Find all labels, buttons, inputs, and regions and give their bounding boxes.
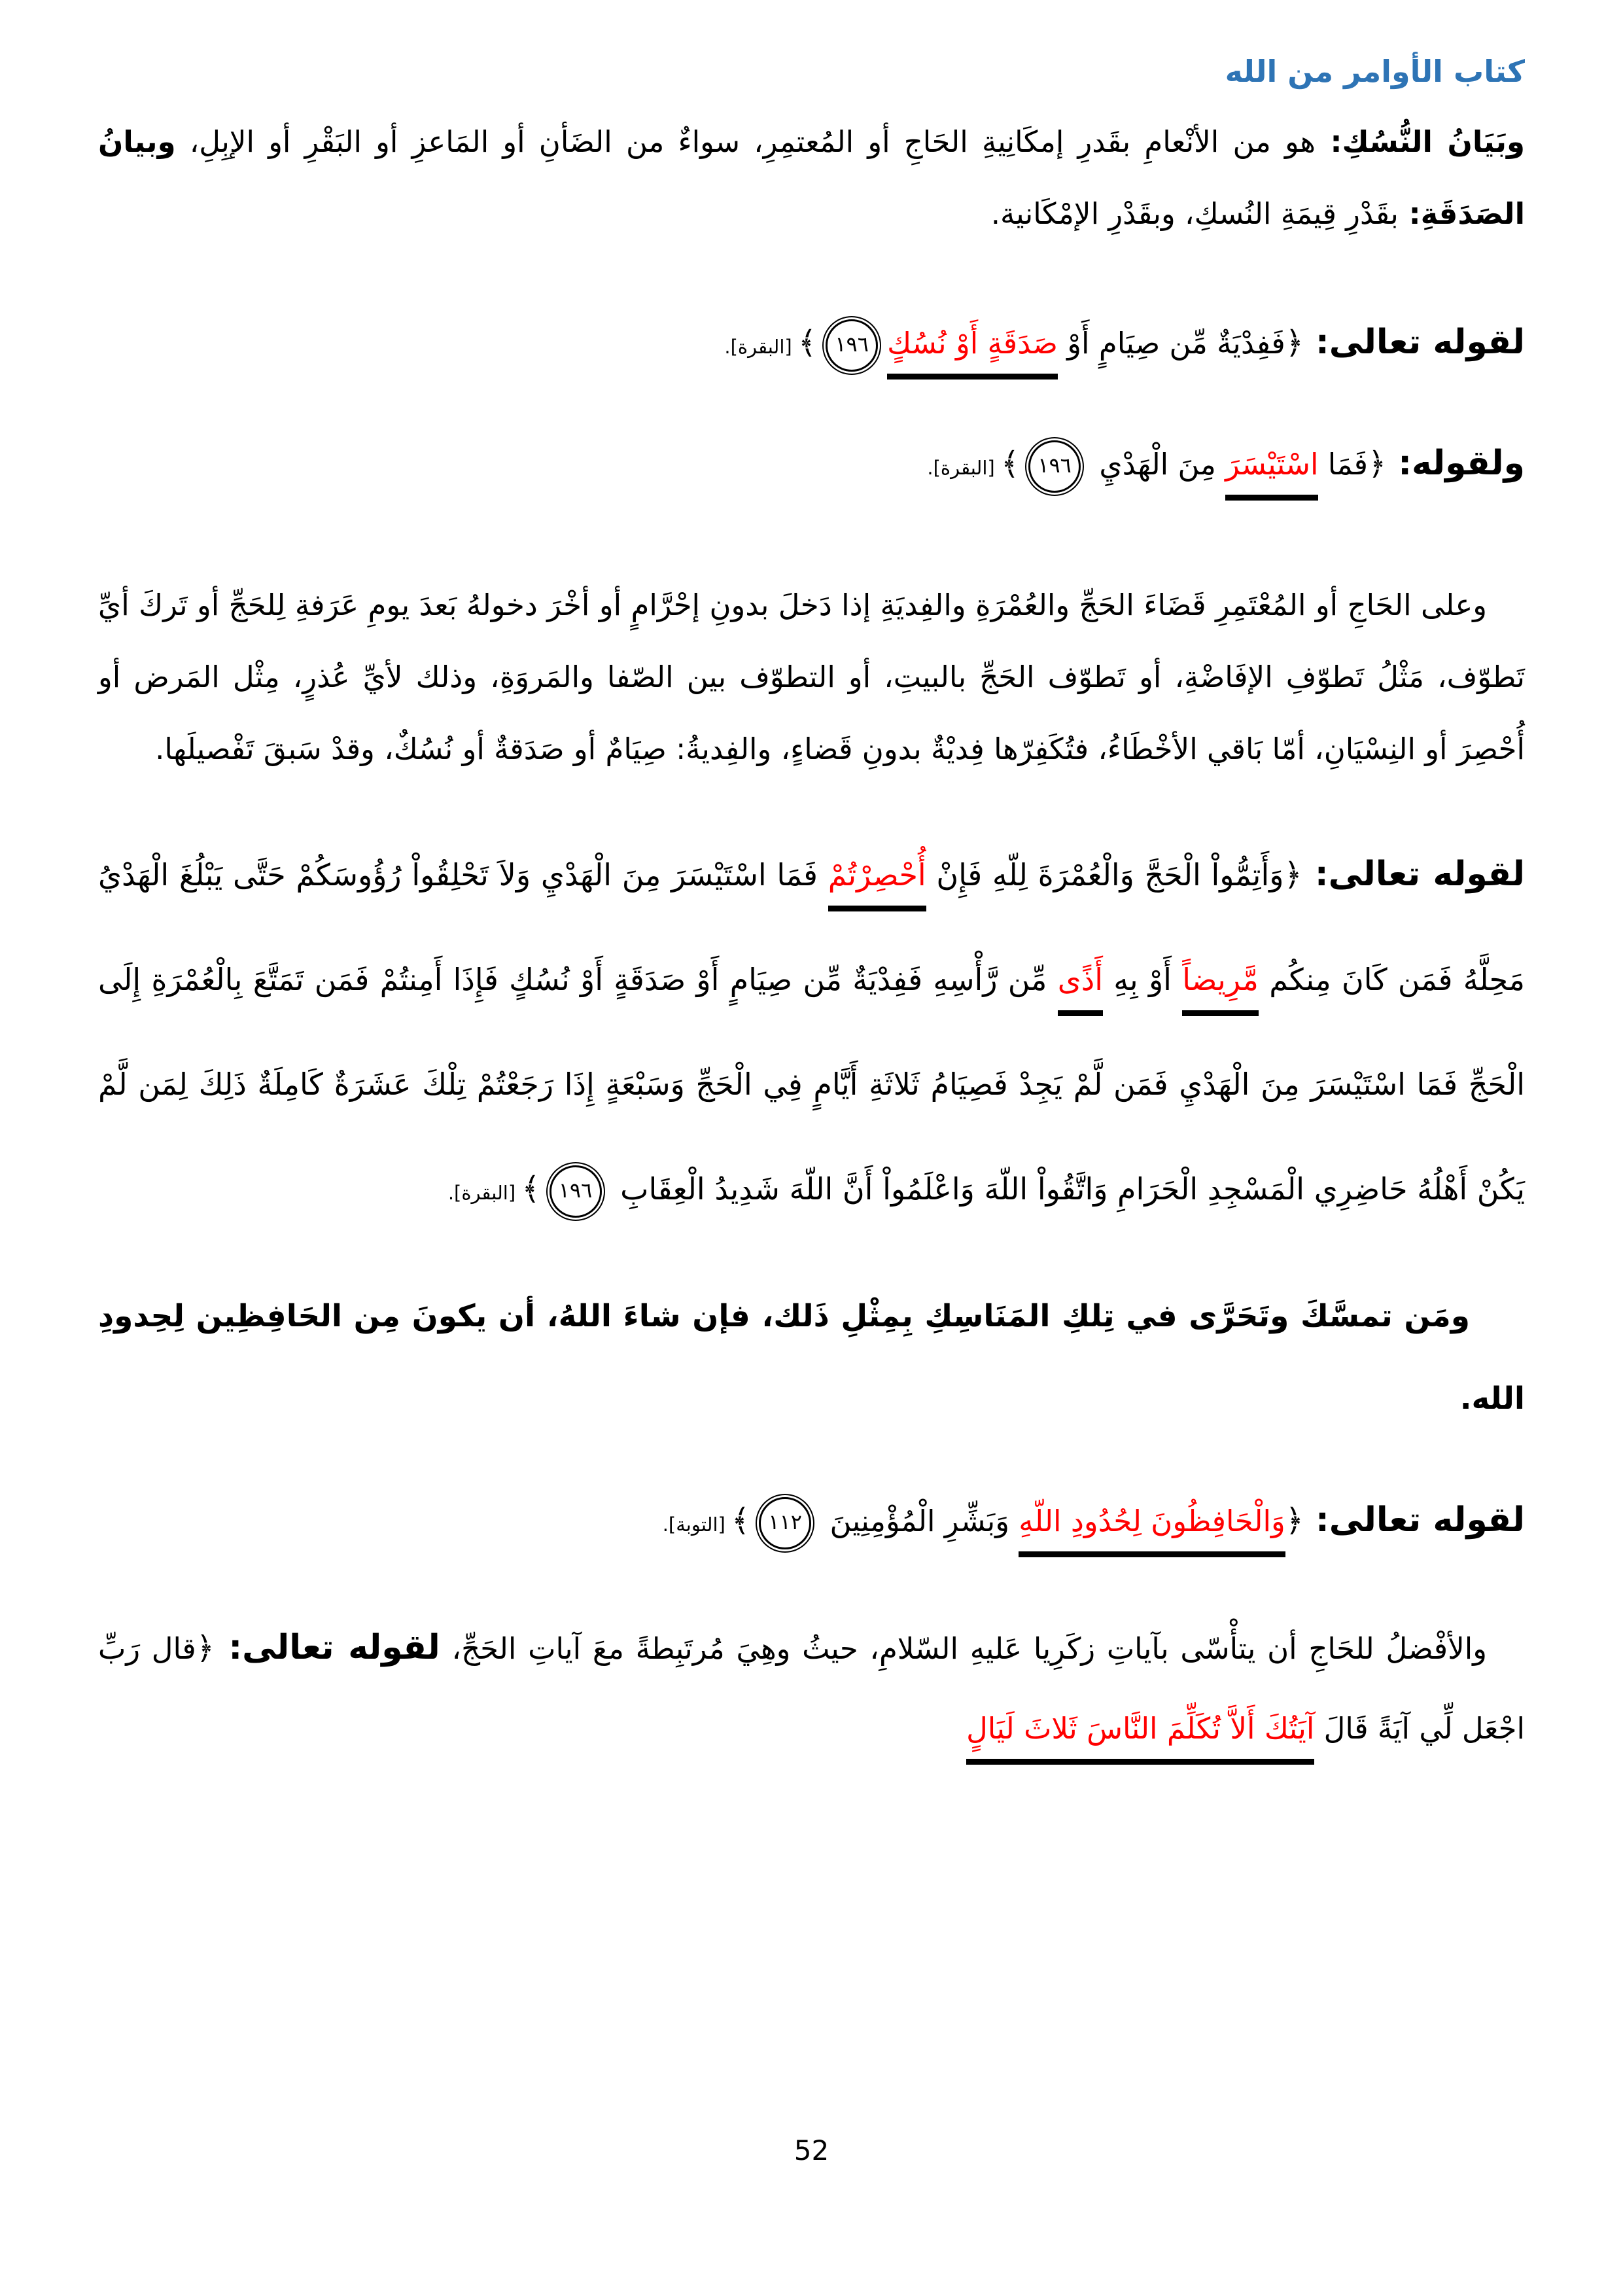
highlighted-phrase-adha: أَذًى: [1058, 962, 1103, 1016]
quran-verse-baqarah-196-hady: [98, 414, 1525, 517]
ayah-number-roundel: ١٩٦: [1028, 440, 1081, 493]
ayah-number-roundel: ١١٢: [759, 1497, 811, 1549]
book-title: كتاب الأوامر من الله: [1225, 54, 1525, 89]
verse-intro: لقوله تعالى:: [1302, 855, 1525, 894]
verse-intro: لقوله تعالى:: [214, 1628, 440, 1667]
paragraph-zakariya: [98, 1608, 1525, 1769]
ornate-close-bracket-icon: ﴾: [797, 325, 817, 361]
verse-text: مِّن رَّأْسِهِ فَفِدْيَةٌ مِّن صِيَامٍ أَوْ صَدَقَةٍ أَوْ نُسُكٍ فَإِذَا أَمِنتُمْ فَمَن تَمَتَّعَ بِالْعُمْرَةِ إِلَى الْحَجِّ فَمَا اسْتَيْسَرَ مِنَ الْهَدْيِ فَمَن لَّمْ يَجِدْ فَصِيَامُ ثَلاثَةِ أَيَّامٍ فِي الْحَجِّ وَسَبْعَةٍ إِذَا رَجَعْتُمْ تِلْكَ عَشَرَةٌ كَامِلَةٌ ذَلِكَ لِمَن لَّمْ يَكُنْ أَهْلُهُ حَاضِرِي الْمَسْجِدِ الْحَرَامِ وَاتَّقُواْ اللّهَ وَاعْلَمُواْ أَنَّ اللّهَ شَدِيدُ الْعِقَابِ: [98, 962, 1525, 1207]
page-number: 52: [794, 2134, 829, 2166]
ayah-number-roundel: ١٩٦: [550, 1165, 602, 1218]
quran-verse-baqarah-196-full: [98, 822, 1525, 1245]
paragraph-text: والأفْضلُ للحَاجِ أن يتأْسّى بآياتِ زكَرِيا عَليهِ السّلامِ، حيثُ وهِيَ مُرتَبِطةً معَ آياتِ الحَجِّ،: [440, 1631, 1487, 1666]
verse-text: مِنَ الْهَدْيِ: [1090, 447, 1226, 482]
ornate-open-bracket-icon: ﴿: [1283, 857, 1302, 893]
paragraph-text: وعلى الحَاجِ أو المُعْتَمِرِ قَضَاءَ الحَجِّ والعُمْرَةِ والفِديَةِ إذا دَخلَ بدونِ إحْرَّامٍ أو أخْرَ دخولهُ بَعدَ يومِ عَرَفةِ لِلحَجِّ أو تَركَ أيِّ تَطوّف، مَثْلُ تَطوّفِ الإفَاضْةِ، أو تَطوّف الحَجِّ بالبيتِ، أو التطوّف بين الصّفا والمَروَةِ، وذلك لأيِّ عُذرٍ، مِثْل المَرض أو أُحْصِرَ أو النِسْيَانِ، أمّا بَاقي الأخْطَاءُ، فتُكَفِرّها فِديْةٌ بدونِ قَضاءٍ، والفِديةُ: صِيَامٌ أو صَدَقةٌ أو نُسُكٌ، وقدْ سَبقَ تَفْصيلَها.: [98, 588, 1525, 766]
ayah-number-roundel: ١٩٦: [826, 319, 878, 372]
verse-text: فَمَا: [1318, 447, 1369, 482]
verse-text: فَمَا اسْتَيْسَرَ مِنَ الْهَدْيِ وَلاَ تَحْلِقُواْ رُؤُوسَكُمْ حَتَّى يَبْلُغَ الْهَدْيُ مَحِلَّهُ فَمَن كَانَ مِنكُم: [98, 857, 1526, 997]
surah-reference: [البقرة].: [724, 336, 798, 358]
surah-reference: [البقرة].: [927, 457, 1001, 479]
surah-reference: [البقرة].: [447, 1182, 522, 1204]
ornate-close-bracket-icon: ﴾: [521, 1171, 540, 1207]
ornate-close-bracket-icon: ﴾: [731, 1502, 750, 1539]
paragraph-text: ومَن تمسَّكَ وتَحَرَّى في تِلكِ المَنَاسِكِ بِمِثْلِ ذَلك، فإن شاءَ اللهُ، أن يكونَ مِن الحَافِظِين لِحِدودِ الله.: [98, 1298, 1525, 1417]
verse-text: قال رَبِّ اجْعَل لِّي آيَةً قَالَ: [98, 1631, 1525, 1746]
verse-text: أَوْ بِهِ: [1102, 962, 1183, 997]
verse-intro: ولقوله:: [1386, 444, 1525, 483]
paragraph-hajj-rulings: [98, 569, 1525, 785]
verse-intro: لقوله تعالى:: [1303, 323, 1525, 362]
verse-intro: لقوله تعالى:: [1303, 1500, 1525, 1540]
paragraph-lead-nusk: وبَيَانُ النُّسُكِ:: [1316, 124, 1525, 159]
paragraph-lead-sadaqah: وبيانُ الصَدَقَةِ:: [98, 124, 1525, 231]
paragraph-nusk-definition: [98, 106, 1525, 250]
ornate-close-bracket-icon: ﴾: [1000, 446, 1020, 482]
highlighted-phrase-uhsirtum: أُحْصِرْتُمْ: [828, 857, 926, 911]
ornate-open-bracket-icon: ﴿: [1368, 446, 1387, 482]
verse-text: فَفِدْيَةٌ مِّن صِيَامٍ أَوْ: [1058, 326, 1285, 361]
ornate-open-bracket-icon: ﴿: [1285, 1502, 1304, 1539]
quran-verse-tawbah-112: [98, 1471, 1525, 1574]
paragraph-exhortation: [98, 1275, 1525, 1440]
highlighted-phrase-maridan: مَّرِيضاً: [1182, 962, 1259, 1016]
surah-reference: [التوبة].: [662, 1513, 732, 1536]
ornate-open-bracket-icon: ﴿: [196, 1630, 215, 1667]
page-header: [98, 0, 1525, 89]
verse-text: وَأَتِمُّواْ الْحَجَّ وَالْعُمْرَةَ لِلّهِ فَإِنْ: [926, 857, 1284, 892]
highlighted-phrase-ayatuka: آيَتُكَ أَلاَّ تُكَلِّمَ النَّاسَ ثَلاثَ لَيَالٍ: [966, 1711, 1314, 1765]
quran-verse-baqarah-196-fidyah: [98, 293, 1525, 396]
paragraph-text: بقَدْرِ قِيمَةِ النُسكِ، وبقَدْرِ الإمْكَانية.: [990, 196, 1399, 231]
ornate-open-bracket-icon: ﴿: [1285, 325, 1304, 361]
verse-text: وَبَشِّرِ الْمُؤْمِنِينَ: [820, 1504, 1019, 1538]
highlighted-phrase: اسْتَيْسَرَ: [1225, 447, 1318, 501]
paragraph-text: هو من الأنْعامِ بقَدرِ إمكَانِيةِ الحَاجِ أو المُعتمِرِ، سواءٌ من الضَأنِ أو المَاعزِ أو البَقْرِ أو الإبِلِ،: [175, 124, 1316, 159]
highlighted-phrase: صَدَقَةٍ أَوْ نُسُكٍ: [887, 326, 1058, 380]
highlighted-phrase-hafizun: وَالْحَافِظُونَ لِحُدُودِ اللّهِ: [1019, 1504, 1285, 1557]
